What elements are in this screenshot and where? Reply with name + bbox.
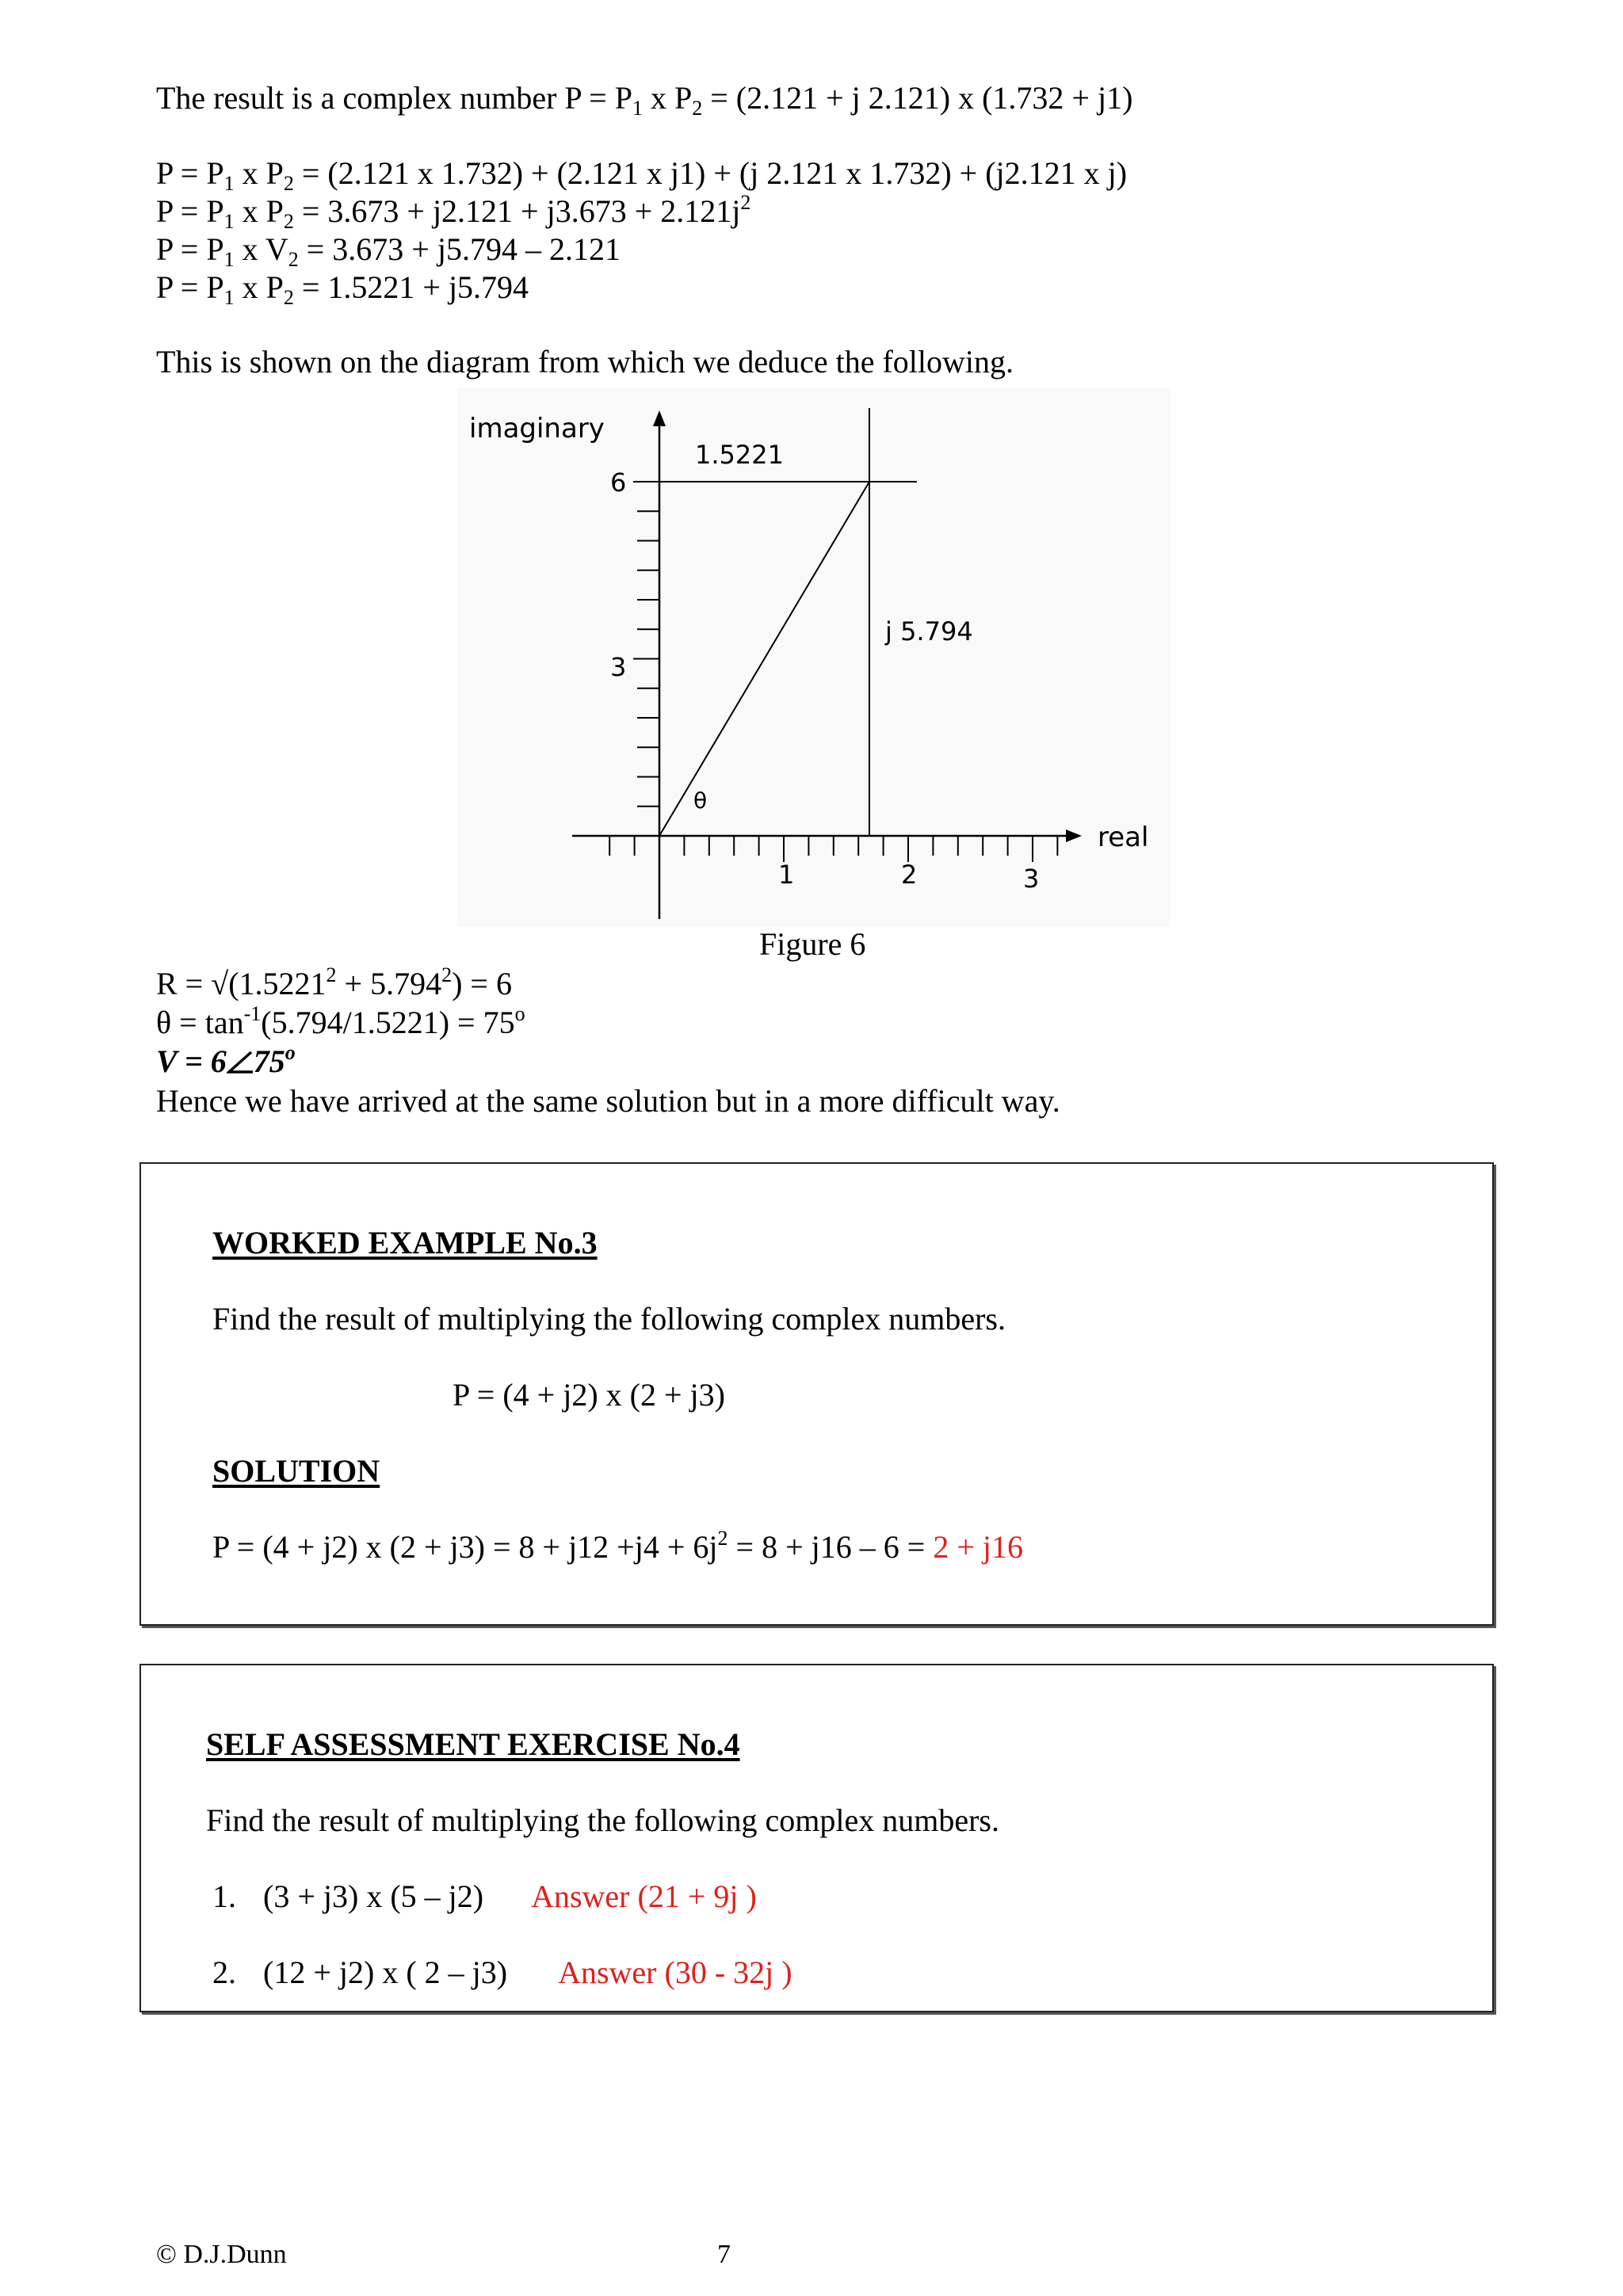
equation-line-4: $P = P_1$ x $P_2 = 1.5221 + j5.794$ bbox=[156, 269, 529, 309]
angle-equation: $\theta = \tan^{-1}(5.794/1.5221) = 75^o$ bbox=[156, 1002, 525, 1040]
y-axis-label: imaginary bbox=[469, 413, 605, 444]
exercise-item-2: 2. (12 + j2) x ( 2 – j3) Answer (30 - 32j ) bbox=[212, 1955, 792, 1990]
angle-label: θ bbox=[693, 788, 708, 814]
exercise-item-1: 1. (3 + j3) x (5 – j2) Answer (21 + 9j ) bbox=[212, 1878, 757, 1914]
self-assessment-box bbox=[139, 1664, 1494, 2012]
x-tick-label-3: 3 bbox=[1023, 864, 1040, 894]
exercise-answer-2: Answer (30 - 32j ) bbox=[558, 1955, 792, 1990]
y-tick-label-3: 3 bbox=[610, 652, 627, 682]
exercise-answer-1: Answer (21 + 9j ) bbox=[531, 1878, 757, 1914]
footer-copyright: © D.J.Dunn bbox=[156, 2240, 287, 2269]
x-tick-label-2: 2 bbox=[901, 860, 918, 890]
page-number: 7 bbox=[717, 2240, 731, 2269]
equation-line-3: $P = P_1$ x $V_2 = 3.673 + j5.794 - 2.121$ bbox=[156, 231, 621, 271]
worked-example-prompt: Find the result of multiplying the following complex numbers. bbox=[212, 1301, 1006, 1337]
worked-example-heading: WORKED EXAMPLE No.3 bbox=[212, 1225, 598, 1261]
real-part-label: 1.5221 bbox=[695, 440, 784, 470]
y-tick-label-6: 6 bbox=[610, 467, 627, 498]
intro-line: The result is a complex number $P = P_1$ x $P_2 = (2.121 + j$ 2.121) x (1.732 + j1) bbox=[156, 80, 1133, 120]
x-tick-label-1: 1 bbox=[778, 860, 795, 890]
figure-background bbox=[457, 388, 1170, 927]
solution-line: P = (4 + j2) x $(2 + j3) = 8 + j12 +j4 + 6j^2 = 8 + j16 - 6 = 2 + j16$ bbox=[212, 1527, 1023, 1565]
worked-example-box bbox=[139, 1162, 1494, 1626]
self-assessment-heading: SELF ASSESSMENT EXERCISE No.4 bbox=[206, 1726, 740, 1762]
magnitude-equation: $R = √(1.5221^2 + 5.794^2) = 6$ bbox=[156, 963, 512, 1001]
argand-diagram bbox=[457, 388, 1170, 927]
solution-answer: 2 + j16 bbox=[933, 1529, 1023, 1565]
solution-heading: SOLUTION bbox=[212, 1453, 380, 1489]
figure-caption: Figure 6 bbox=[759, 926, 866, 962]
conclusion-text: Hence we have arrived at the same solution but in a more difficult way. bbox=[156, 1083, 1060, 1119]
equation-line-1: $P = P_1$ x $P_2 = (2.121$ x 1.732) + (2.121 x j1) + (j 2.121 x 1.732) + (j2.121 x j) bbox=[156, 155, 1128, 195]
diagram-intro-text: This is shown on the diagram from which we deduce the following. bbox=[156, 344, 1014, 379]
self-assessment-prompt: Find the result of multiplying the following complex numbers. bbox=[206, 1802, 999, 1838]
imaginary-part-label: j 5.794 bbox=[885, 616, 973, 646]
angle-symbol-icon bbox=[227, 1051, 254, 1074]
worked-example-equation: P = (4 + j2) x (2 + j3) bbox=[453, 1377, 725, 1413]
polar-result: V = 6 75$^o$ bbox=[156, 1041, 296, 1079]
x-axis-label: real bbox=[1098, 822, 1149, 853]
equation-line-2: $P = P_1$ x $P_2 = 3.673 + j2.121 + j3.673 + 2.121j^2$ bbox=[156, 191, 751, 233]
